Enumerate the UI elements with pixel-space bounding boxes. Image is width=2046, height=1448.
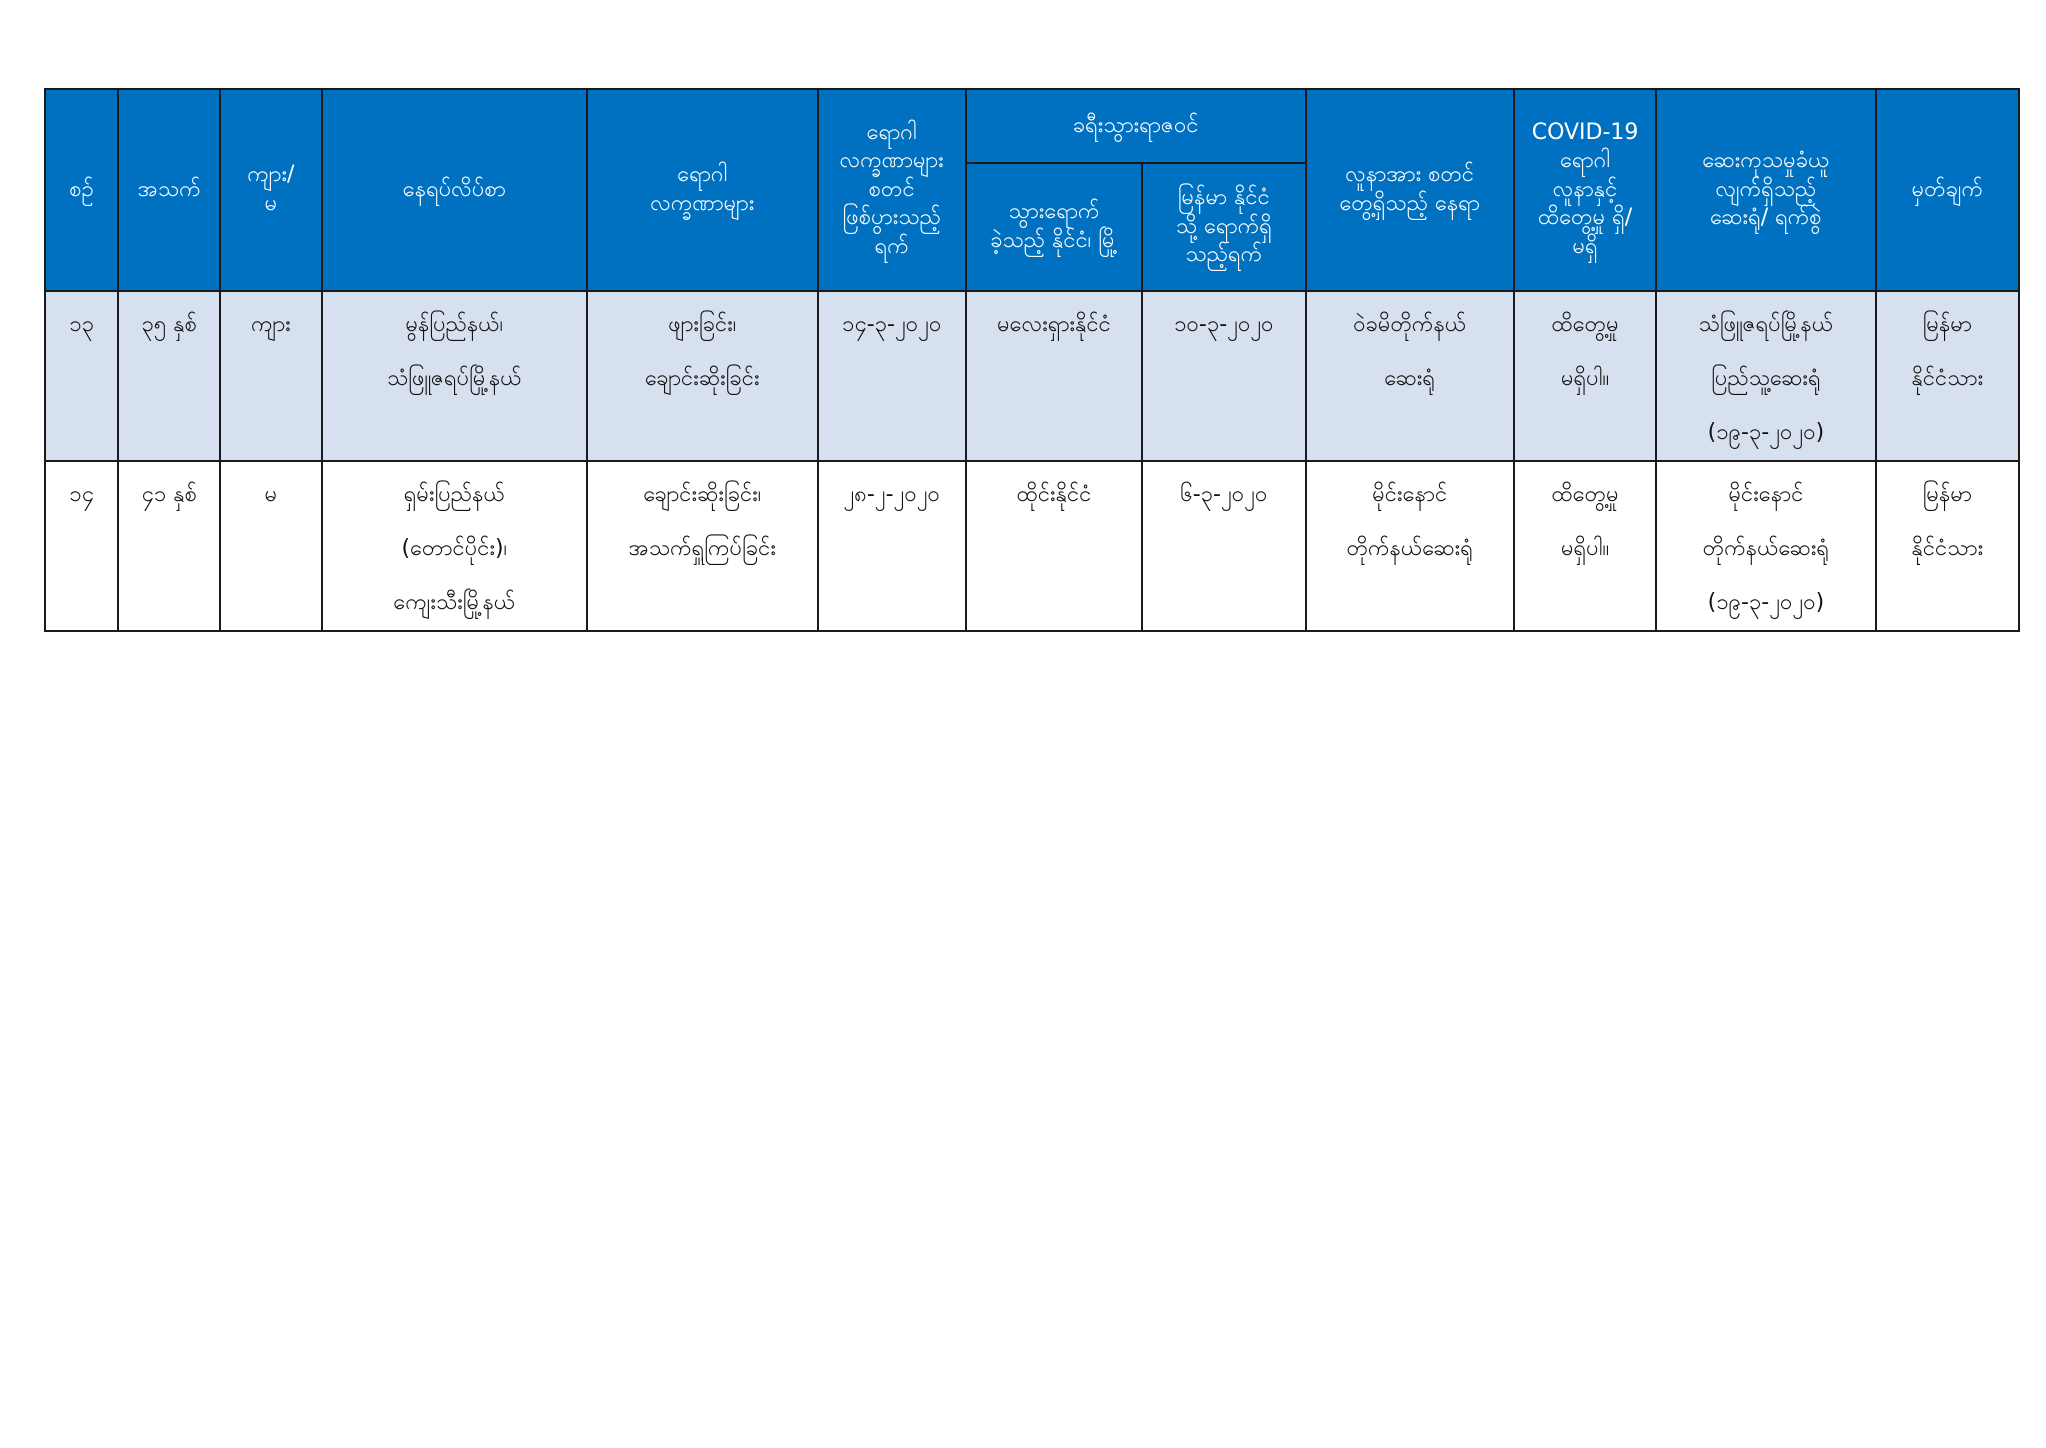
cell-hospital-line: သံဖြူဇရပ်မြို့နယ် [1698,312,1834,337]
header-line: မှတ်ချက် [1911,176,1983,202]
cell-symptoms-line: အသက်ရှူကြပ်ခြင်း [628,536,776,561]
header-line: လူနာအား စတင် [1345,162,1475,188]
header-line: ကျား/ [247,162,295,188]
cell-hospital [1656,461,1875,631]
cell-address [322,291,588,461]
header-row-1 [45,89,2019,163]
header-line: ခရီးသွားရာဇဝင် [1072,112,1199,138]
header-line: လက္ခဏာများ [650,191,755,216]
cell-detected-at-line: ဆေးရုံ [1384,366,1435,391]
cell-hospital-line: (၁၉-၃-၂၀၂၀) [1707,590,1825,615]
header-line: မြန်မာ နိုင်ငံ [1177,185,1270,211]
cell-address-line: သံဖြူဇရပ်မြို့နယ် [387,366,522,391]
cell-detected-at-line: ဝဲခမိတိုက်နယ် [1353,312,1467,337]
header-line: ထိတွေ့မှု ရှိ/ [1537,205,1633,231]
cell-symptoms [587,291,817,461]
cell-no-line: ၁၃ [69,312,94,337]
cell-contact [1514,291,1656,461]
header-remarks [1876,89,2019,291]
cell-address-line: ရှမ်းပြည်နယ် [403,482,505,507]
cell-sex [220,461,321,631]
cell-symptoms [587,461,817,631]
cell-travel-from-line: ထိုင်းနိုင်ငံ [1016,482,1092,507]
cell-travel-arrival [1142,291,1305,461]
header-line: တွေ့ရှိသည့် နေရာ [1339,191,1480,216]
header-travel-from [966,163,1142,291]
header-line: ဖြစ်ပွားသည့် [842,205,941,231]
cell-detected-at-line: တိုက်နယ်ဆေးရုံ [1346,536,1473,561]
header-line: သွားရောက် [1008,199,1100,225]
cell-contact-line: ထိတွေ့မှု [1551,482,1619,507]
cell-symptoms-line: ချောင်းဆိုးခြင်း၊ [643,482,762,507]
table-row [45,291,2019,461]
cell-hospital-line: မိုင်းနောင် [1728,482,1804,507]
table-row [45,461,2019,631]
header-line: ခဲ့သည့် နိုင်ငံ၊ မြို့ [990,228,1118,253]
cell-address-line: မွန်ပြည်နယ်၊ [405,312,504,337]
cell-symptoms-line: ချောင်းဆိုးခြင်း [645,366,760,391]
header-line: စဉ် [69,176,94,202]
cell-address-line: (တောင်ပိုင်း)၊ [401,536,508,561]
cell-onset-date [818,461,966,631]
cell-detected-at [1306,461,1514,631]
header-line: ရောဂါ [1560,148,1611,174]
cell-onset-date-line: ၂၈-၂-၂၀၂၀ [843,482,940,507]
cell-hospital-line: ပြည်သူ့ဆေးရုံ [1711,366,1821,391]
header-symptoms [587,89,817,291]
cell-sex [220,291,321,461]
header-line: ဆေးရုံ/ ရက်စွဲ [1710,205,1822,231]
header-line: စတင် [868,176,915,202]
cases-table [44,88,2020,632]
cell-onset-date-line: ၁၄-၃-၂၀၂၀ [841,312,942,337]
header-line: သည့်ရက် [1185,242,1263,268]
cell-hospital-line: (၁၉-၃-၂၀၂၀) [1707,420,1825,445]
header-line: ဆေးကုသမှုခံယူ [1702,148,1830,174]
cell-contact-line: မရှိပါ။ [1560,366,1610,391]
cell-remarks-line: နိုင်ငံသား [1911,366,1984,391]
cell-remarks [1876,291,2019,461]
cell-remarks-line: နိုင်ငံသား [1911,536,1984,561]
cell-address [322,461,588,631]
cell-sex-line: ကျား [251,312,291,337]
cell-symptoms-line: ဖျားခြင်း၊ [668,312,737,337]
cell-remarks-line: မြန်မာ [1922,312,1972,337]
cell-travel-arrival [1142,461,1305,631]
cell-contact-line: ထိတွေ့မှု [1551,312,1619,337]
header-address [322,89,588,291]
cell-onset-date [818,291,966,461]
header-line: အသက် [137,176,201,202]
header-contact [1514,89,1656,291]
table-body [45,291,2019,631]
cell-travel-from [966,291,1142,461]
cell-address-line: ကျေးသီးမြို့နယ် [393,590,516,615]
cell-detected-at [1306,291,1514,461]
header-onset-date [818,89,966,291]
cell-hospital [1656,291,1875,461]
cell-no [45,461,118,631]
header-line: လျက်ရှိသည့် [1715,176,1817,202]
header-line: မ [264,191,278,216]
cell-age-line: ၄၁ နှစ် [141,482,197,507]
header-travel-arrival [1142,163,1305,291]
cell-sex-line: မ [264,482,278,507]
header-line: နေရပ်လိပ်စာ [402,176,506,202]
header-age [118,89,220,291]
header-detected-at [1306,89,1514,291]
cell-detected-at-line: မိုင်းနောင် [1372,482,1448,507]
header-hospital [1656,89,1875,291]
header-line: ရက် [874,233,909,259]
cell-no-line: ၁၄ [69,482,94,507]
cell-hospital-line: တိုက်နယ်ဆေးရုံ [1702,536,1830,561]
cell-age-line: ၃၅ နှစ် [141,312,197,337]
cell-contact [1514,461,1656,631]
cell-contact-line: မရှိပါ။ [1560,536,1610,561]
header-line: ရောဂါ [677,162,728,188]
header-line: သို့ ရောက်ရှိ [1175,213,1272,239]
cell-travel-from [966,461,1142,631]
header-travel-history [966,89,1306,163]
cell-age [118,461,220,631]
header-line: COVID-19 [1531,119,1639,145]
cell-travel-arrival-line: ၆-၃-၂၀၂၀ [1180,482,1268,507]
cell-remarks-line: မြန်မာ [1922,482,1972,507]
cell-age [118,291,220,461]
cell-no [45,291,118,461]
header-line: လူနာနှင့် [1552,176,1618,202]
cell-travel-arrival-line: ၁၀-၃-၂၀၂၀ [1174,312,1274,337]
header-line: မရှိ [1572,233,1598,259]
cell-travel-from-line: မလေးရှားနိုင်ငံ [997,312,1111,337]
header-line: လက္ခဏာများ [839,148,944,174]
header-line: ရောဂါ [866,119,917,145]
header-no [45,89,118,291]
header-sex [220,89,321,291]
cell-remarks [1876,461,2019,631]
